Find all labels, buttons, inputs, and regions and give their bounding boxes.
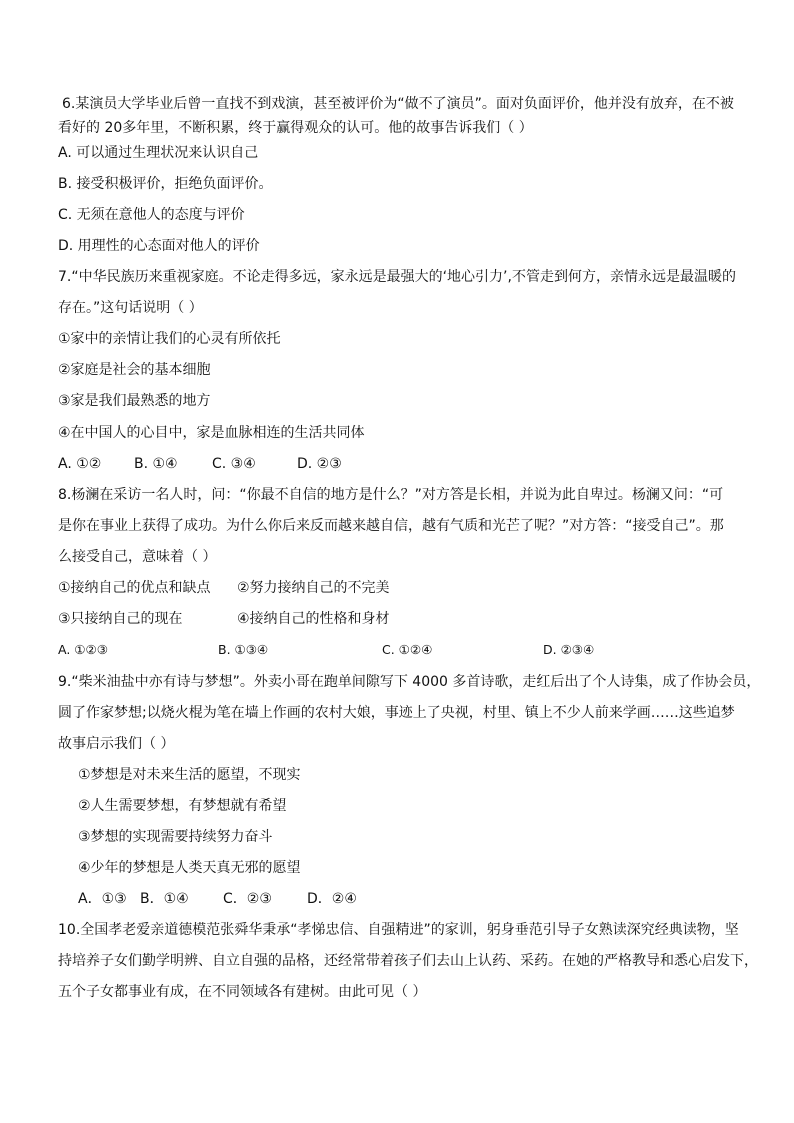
q9-option-c: C．②③ [223,891,272,907]
q10-stem-line3: 五个子女都事业有成，在不同领域各有建树。由此可见（ ） [58,984,427,1000]
q8-statement-4: ④接纳自己的性格和身材 [237,611,390,627]
q8-stem-line3: 么接受自己，意味着（ ） [58,549,217,565]
q7-option-b: B. ①④ [134,456,178,472]
q6-stem-line1: 6.某演员大学毕业后曾一直找不到戏演，甚至被评价为“做不了演员”。面对负面评价，他并没有放弃，在不被 [62,96,734,112]
q8-stem-line2: 是你在事业上获得了成功。为什么你后来反而越来越自信，越有气质和光芒了呢？”对方答：“接受自己”。那 [58,518,724,534]
q9-statement-4: ④少年的梦想是人类天真无邪的愿望 [78,860,301,876]
q7-statement-1: ①家中的亲情让我们的心灵有所依托 [58,331,281,347]
q9-option-d: D．②④ [307,891,357,907]
q6-option-a: A. 可以通过生理状况来认识自己 [58,145,259,161]
q8-option-c: C. ①②④ [382,642,433,657]
q9-statement-2: ②人生需要梦想，有梦想就有希望 [78,798,287,814]
q8-statement-3: ③只接纳自己的现在 [58,611,183,627]
q7-option-a: A. ①② [58,456,102,472]
q8-stem-line1: 8.杨澜在采访一名人时，问：“你最不自信的地方是什么？”对方答是长相，并说为此自卑过。杨澜又问：“可 [58,487,724,503]
q7-statement-2: ②家庭是社会的基本细胞 [58,362,211,378]
q8-option-a: A. ①②③ [58,642,108,657]
q6-option-b: B. 接受积极评价，拒绝负面评价。 [58,176,273,192]
q7-option-d: D. ②③ [297,456,342,472]
q10-stem-line2: 持培养子女们勤学明辨、自立自强的品格，还经常带着孩子们去山上认药、采药。在她的严格教导和悉心启发下， [58,953,758,969]
q8-option-b: B. ①③④ [218,642,269,657]
q9-stem-line3: 故事启示我们（ ） [58,736,175,752]
q9-stem-line2: 圆了作家梦想;以烧火棍为笔在墙上作画的农村大娘，事迹上了央视，村里、镇上不少人前来学画……这些追梦 [58,705,735,721]
q8-statement-1: ①接纳自己的优点和缺点 [58,580,211,596]
q7-stem-line2: 存在。”这句话说明（ ） [58,300,203,316]
q8-statement-2: ②努力接纳自己的不完美 [237,580,390,596]
q7-statement-3: ③家是我们最熟悉的地方 [58,393,211,409]
q9-statement-1: ①梦想是对未来生活的愿望，不现实 [78,767,301,783]
q7-stem-line1: 7.“中华民族历来重视家庭。不论走得多远，家永远是最强大的‘地心引力’,不管走到何方，亲情永远是最温暖的 [58,269,736,285]
q7-statement-4: ④在中国人的心目中，家是血脉相连的生活共同体 [58,425,365,441]
q10-stem-line1: 10.全国孝老爱亲道德模范张舜华秉承“孝悌忠信、自强精进”的家训，躬身垂范引导子女熟读深究经典读物，坚 [58,922,739,938]
q7-option-c: C. ③④ [212,456,256,472]
q6-option-d: D. 用理性的心态面对他人的评价 [58,238,260,254]
q9-option-b: B．①④ [140,891,189,907]
q6-option-c: C. 无须在意他人的态度与评价 [58,207,245,223]
q9-option-a: A．①③ [78,891,127,907]
q9-statement-3: ③梦想的实现需要持续努力奋斗 [78,829,273,845]
q6-stem-line2: 看好的 20多年里，不断积累，终于赢得观众的认可。他的故事告诉我们（ ） [58,120,533,136]
q8-option-d: D. ②③④ [543,642,595,657]
q9-stem-line1: 9.“柴米油盐中亦有诗与梦想”。外卖小哥在跑单间隙写下 4000 多首诗歌，走红后出了个人诗集，成了作协会员， [58,674,761,690]
